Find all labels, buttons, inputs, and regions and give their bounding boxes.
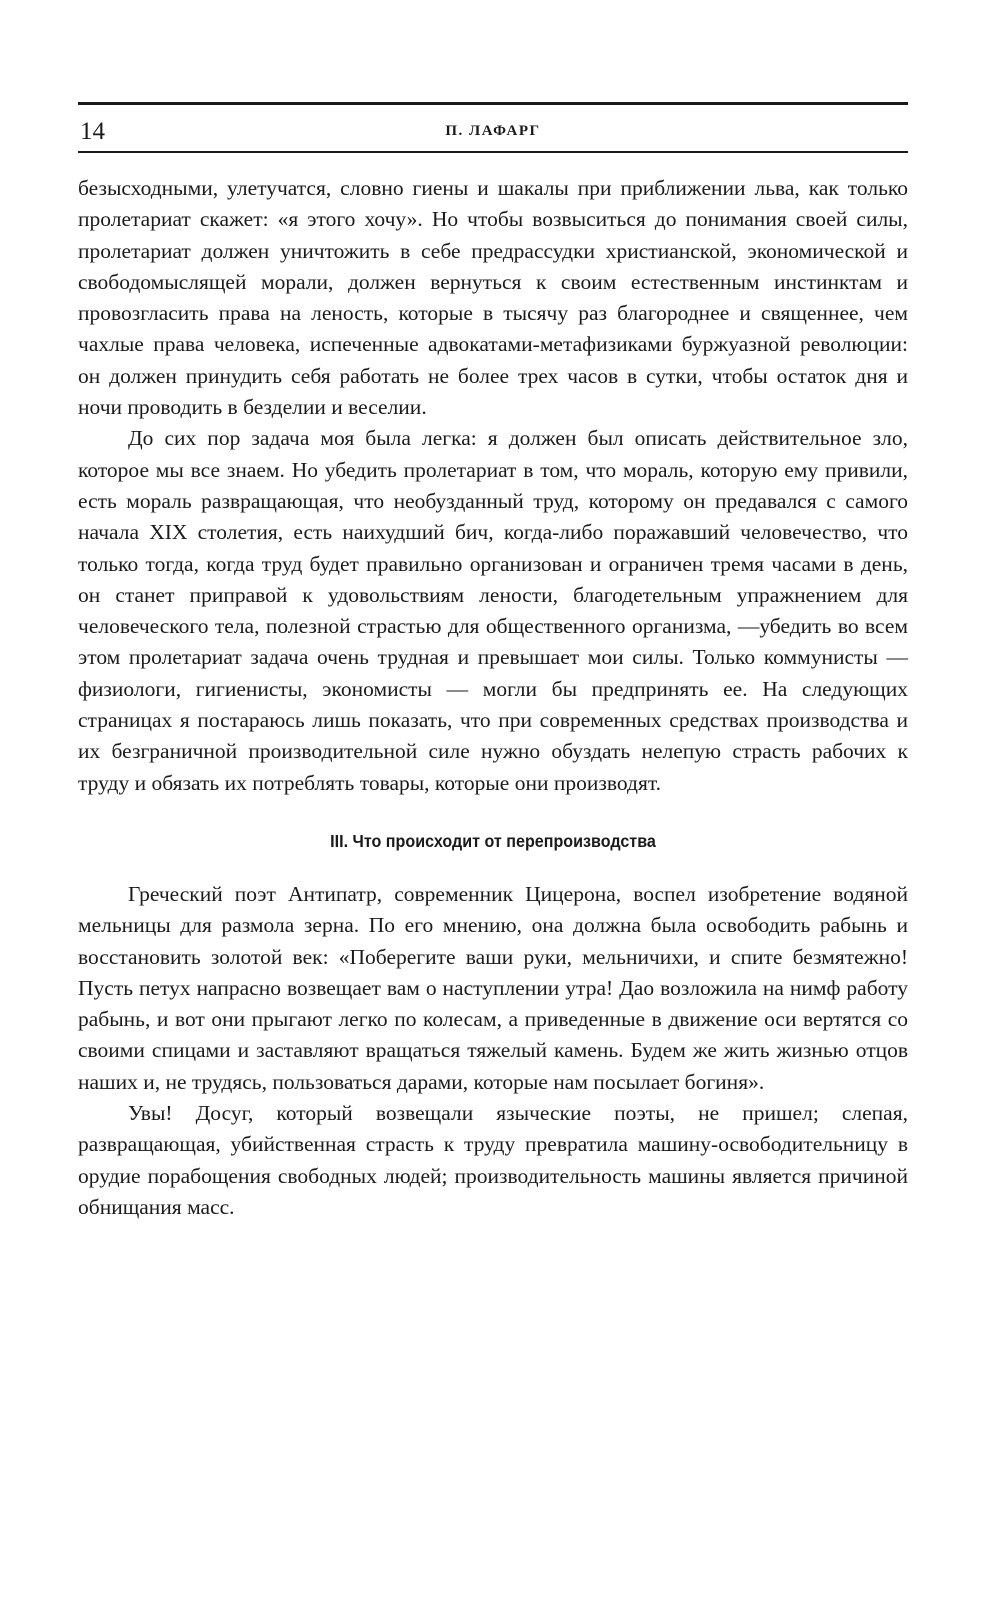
paragraph-continued: безысходными, улетучатся, словно гиены и шакалы при приближении льва, как только пролетариат скажет: «я этого хочу». Но чтобы возвыситься до понимания своей силы, пролетариат должен уничтожить в себе предрассудки христианской, экономической и свободомыслящей морали, должен вернуться к своим естественным инстинктам и провозгласить права на леность, которые в тысячу раз благороднее и священнее, чем чахлые права человека, испеченные адвокатами-метафизиками буржуазной революции: он должен принудить себя работать не более трех часов в сутки, чтобы остаток дня и ночи проводить в безделии и веселии. <box>78 176 908 420</box>
page-header <box>78 105 908 151</box>
paragraph: До сих пор задача моя была легка: я должен был описать действительное зло, которое мы все знаем. Но убедить пролетариат в том, что мораль, которую ему привили, есть мораль развращающая, что необузданный труд, которому он предавался с самого начала XIX столетия, есть наихудший бич, когда-либо поражавший человечество, что только тогда, когда труд будет правильно организован и ограничен тремя часами в день, он станет приправой к удовольствиям лености, благодетельным упражнением для человеческого тела, полезной страстью для общественного организма, —убедить во всем этом пролетариат задача очень трудная и превышает мои силы. Только коммунисты — физиологи, гигиенисты, экономисты — могли бы предпринять ее. На следующих страницах я постараюсь лишь показать, что при современных средствах производства и их безграничной производительной силе нужно обуздать нелепую страсть рабочих к труду и обязать их потреблять товары, которые они производят. <box>78 426 908 795</box>
header-bottom-rule <box>78 151 908 153</box>
book-page <box>78 102 908 1223</box>
paragraph: Увы! Досуг, который возвещали языческие поэты, не пришел; слепая, развращающая, убийственная страсть к труду превратила машину-освободительницу в орудие порабощения свободных людей; производительность машины является причиной обнищания масс. <box>78 1101 908 1219</box>
page-number: 14 <box>80 118 105 145</box>
body-text <box>78 173 908 1223</box>
running-head-author: П. ЛАФАРГ <box>445 123 541 139</box>
section-heading: III. Что происходит от перепроизводства <box>330 830 656 851</box>
paragraph: Греческий поэт Антипатр, современник Цицерона, воспел изобретение водяной мельницы для размола зерна. По его мнению, она должна была освободить рабынь и восстановить золотой век: «Поберегите ваши руки, мельничихи, и спите безмятежно! Пусть петух напрасно возвещает вам о наступлении утра! Дао возложила на нимф работу рабынь, и вот они прыгают легко по колесам, а приведенные в движение оси вертятся со своими спицами и заставляют вращаться тяжелый камень. Будем же жить жизнью отцов наших и, не трудясь, пользоваться дарами, которые нам посылает богиня». <box>78 881 908 1094</box>
